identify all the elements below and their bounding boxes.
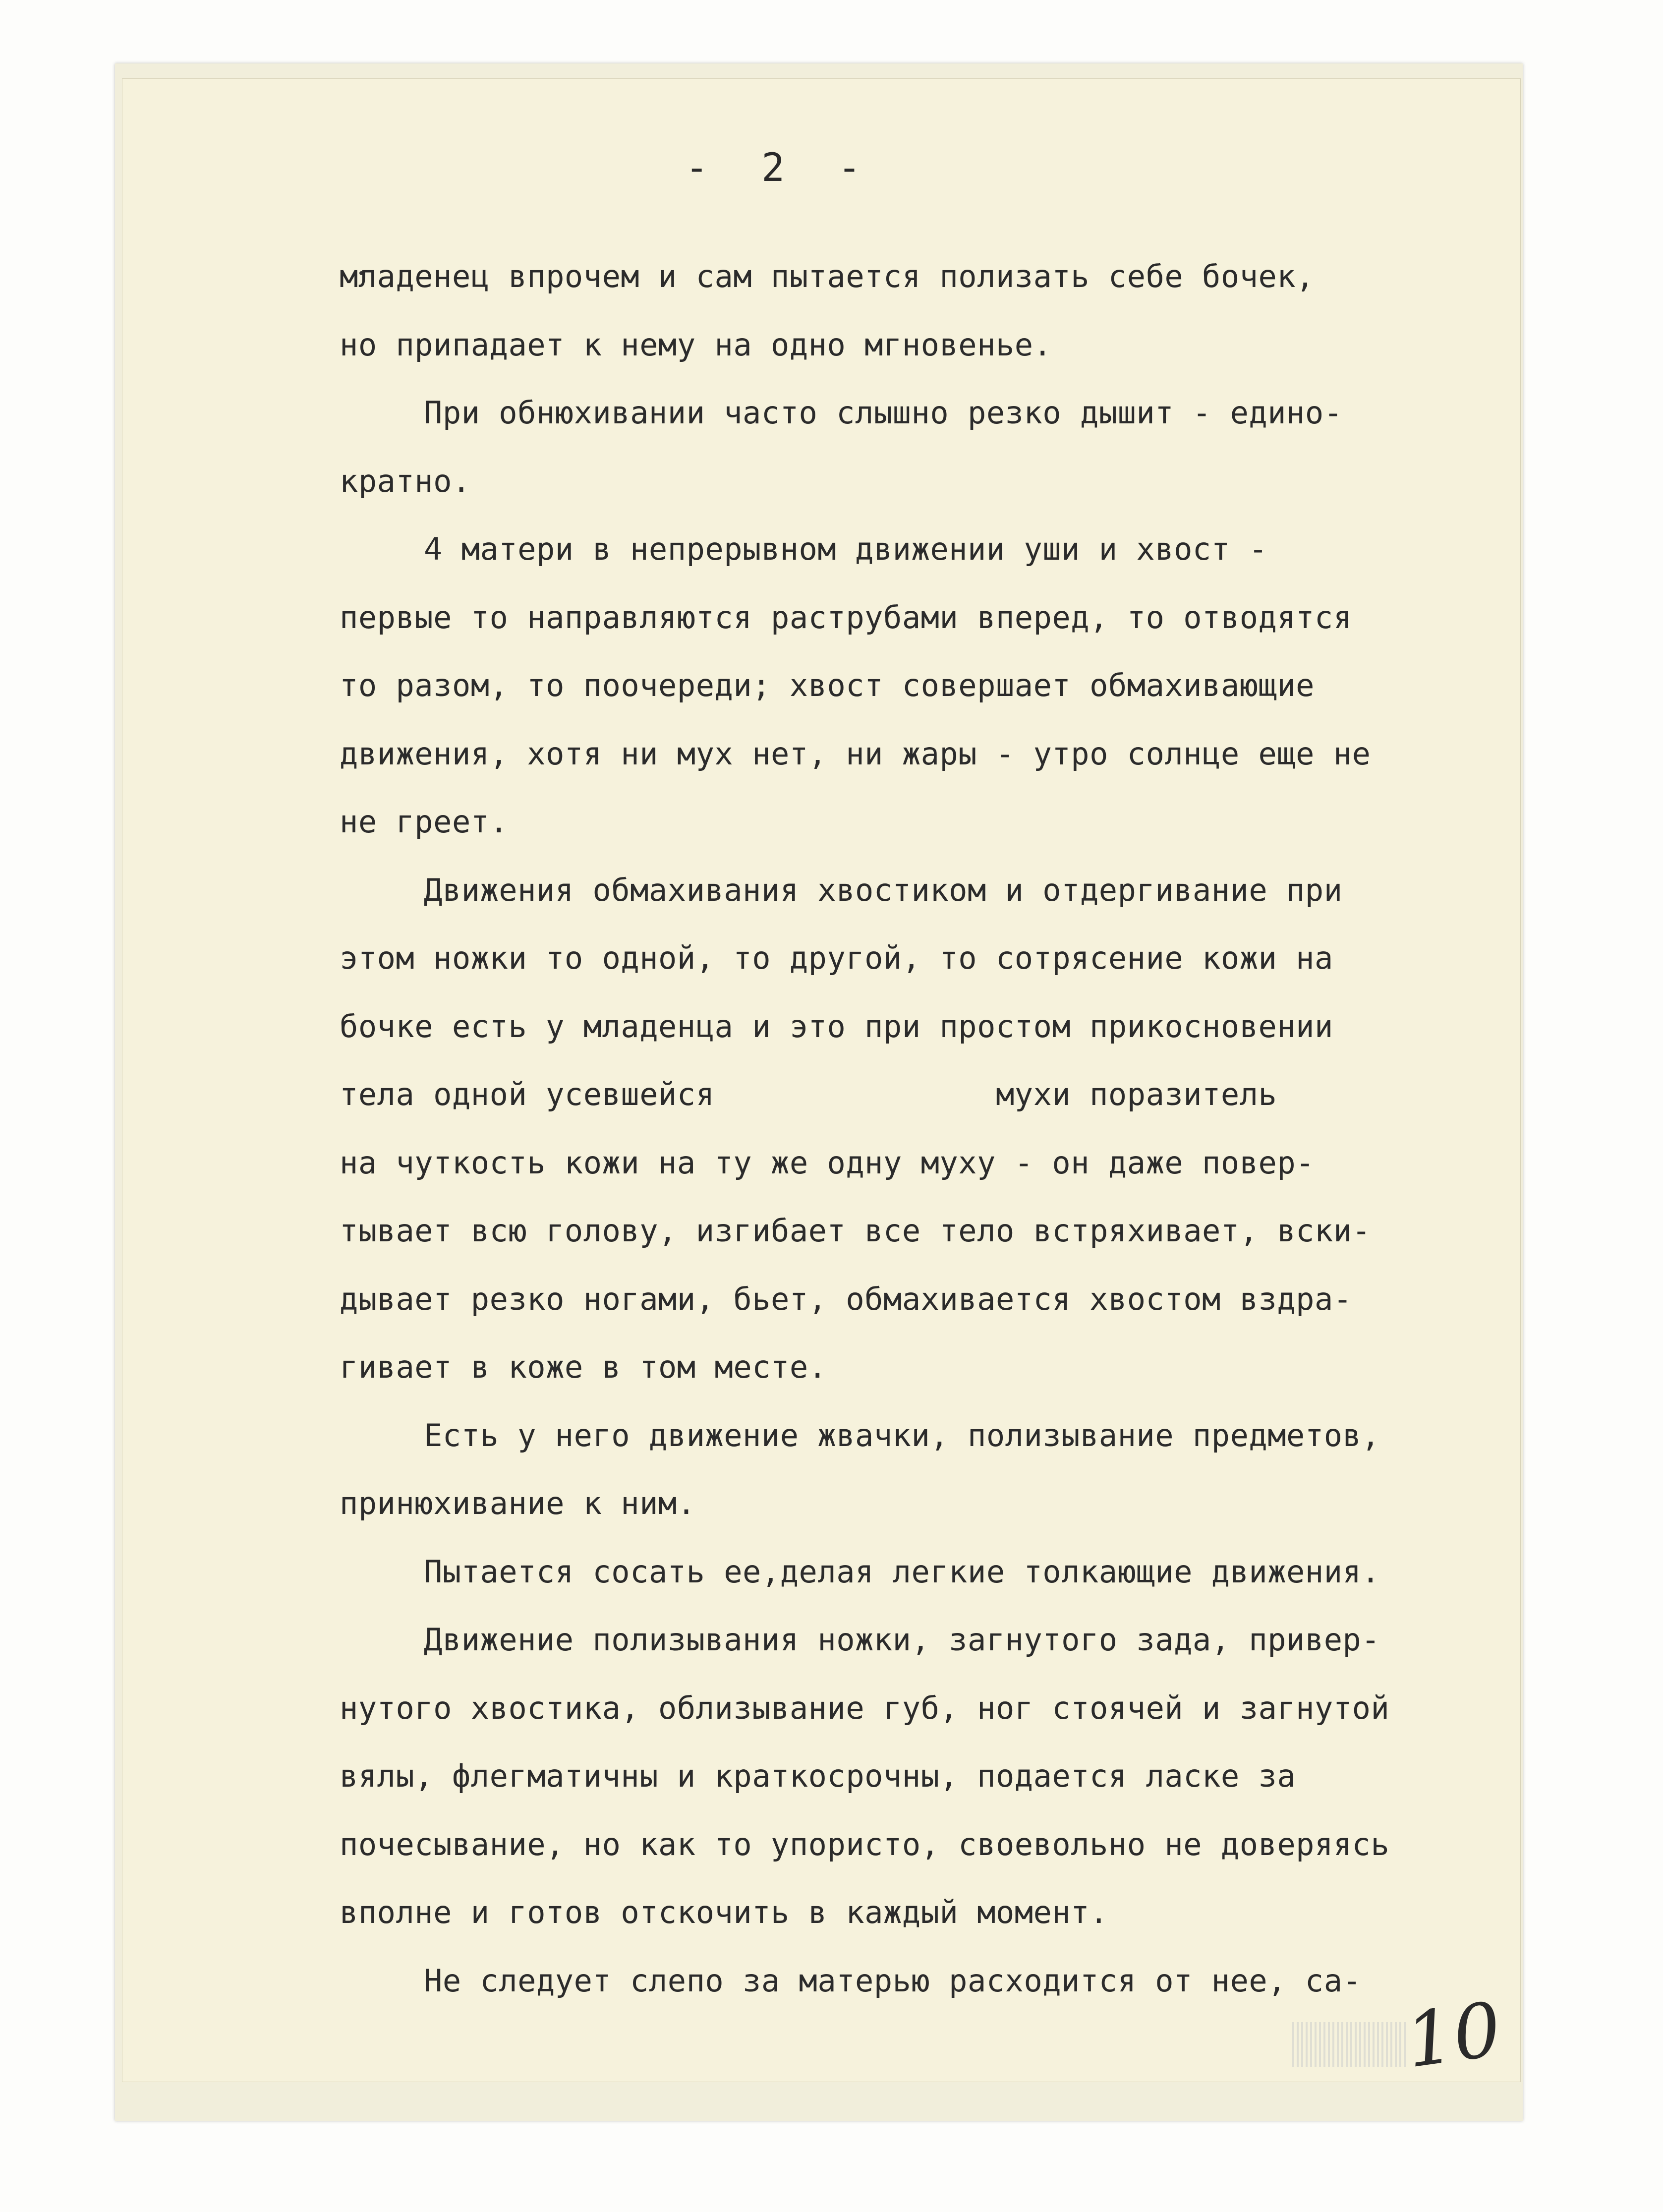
text-line: тела одной усевшейся мухи поразитель <box>340 1076 1277 1112</box>
text-line: тывает всю голову, изгибает все тело встряхивает, вски- <box>340 1213 1371 1249</box>
typewritten-body <box>340 242 1504 2015</box>
page-number: - 2 - <box>685 146 876 190</box>
text-line: Не следует слепо за матерью расходится от нее, са- <box>424 1962 1362 1999</box>
text-line: младенец впрочем и сам пытается полизать себе бочек, <box>340 258 1315 294</box>
text-line: Есть у него движение жвачки, полизывание предметов, <box>424 1417 1380 1454</box>
text-line: вялы, флегматичны и краткосрочны, подается ласке за <box>340 1758 1296 1794</box>
text-line: то разом, то поочереди; хвост совершает обмахивающие <box>340 667 1315 703</box>
text-line: на чуткость кожи на ту же одну муху - он даже повер- <box>340 1144 1315 1181</box>
text-line: движения, хотя ни мух нет, ни жары - утро солнце еще не <box>340 735 1371 772</box>
text-line: гивает в коже в том месте. <box>340 1349 827 1385</box>
text-line: Пытается сосать ее,делая легкие толкающие движения. <box>424 1553 1380 1590</box>
faded-stamp <box>1292 2022 1406 2067</box>
text-line: принюхивание к ним. <box>340 1485 696 1521</box>
text-line: первые то направляются раструбами вперед, то отводятся <box>340 599 1352 636</box>
text-line: 4 матери в непрерывном движении уши и хвост - <box>424 531 1268 567</box>
text-line: почесывание, но как то упористо, своевольно не доверяясь <box>340 1826 1390 1863</box>
text-line: нутого хвостика, облизывание губ, ног стоячей и загнутой <box>340 1689 1390 1726</box>
text-line: не греет. <box>340 804 509 840</box>
text-line: дывает резко ногами, бьет, обмахивается хвостом вздра- <box>340 1281 1352 1317</box>
document-page <box>122 78 1521 2085</box>
text-line: При обнюхивании часто слышно резко дышит - едино- <box>424 395 1343 431</box>
text-line: Движения обмахивания хвостиком и отдергивание при <box>424 872 1343 908</box>
text-line: Движение полизывания ножки, загнутого зада, привер- <box>424 1622 1380 1658</box>
text-line: кратно. <box>340 463 471 499</box>
text-line: этом ножки то одной, то другой, то сотрясение кожи на <box>340 940 1333 976</box>
text-line: вполне и готов отскочить в каждый момент. <box>340 1894 1108 1930</box>
handwritten-folio-number: 10 <box>1400 1986 1507 2085</box>
text-line: бочке есть у младенца и это при простом прикосновении <box>340 1008 1333 1045</box>
text-line: но припадает к нему на одно мгновенье. <box>340 326 1052 363</box>
